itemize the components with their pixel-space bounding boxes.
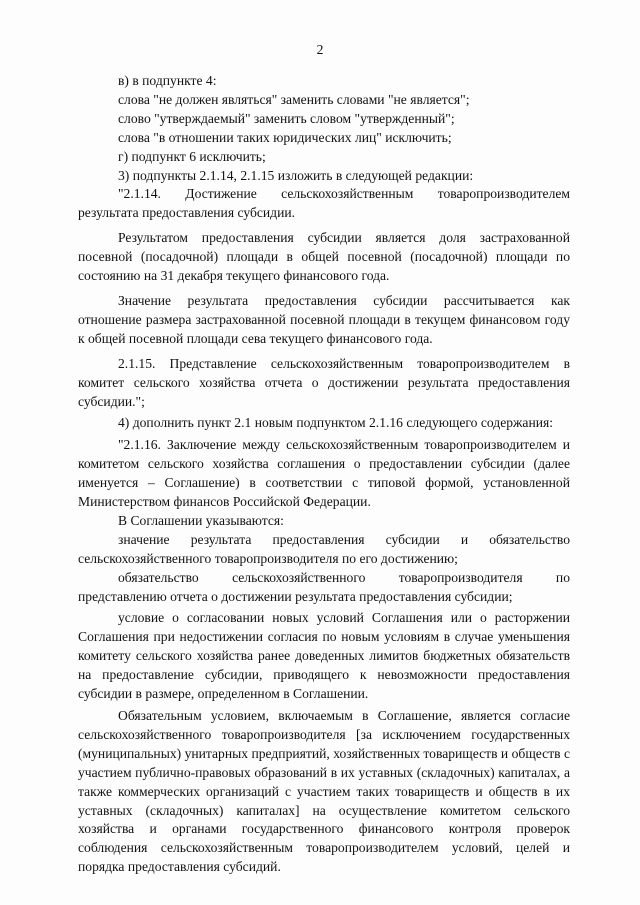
paragraph-result-definition: Результатом предоставления субсидии является доля застрахованной посевной (посадочной) площади в общей посевной (посадочной) площади по состоянию на 31 декабря текущего финансового года. xyxy=(78,230,570,284)
paragraph-2-1-15: 2.1.15. Представление сельскохозяйственным товаропроизводителем в комитет сельского хозяйства отчета о достижении результата предоставления субсидии."; xyxy=(78,355,570,409)
paragraph-2-1-16: "2.1.16. Заключение между сельскохозяйственным товаропроизводителем и комитетом сельского хозяйства соглашения о предоставлении субсидии (далее именуется – Соглашение) в соответствии с типовой формой, установленной Министерством финансов Российской Федерации. xyxy=(78,437,570,510)
paragraph-2-1-14: "2.1.14. Достижение сельскохозяйственным товаропроизводителем результата предоставления субсидии. xyxy=(78,186,570,221)
document-body xyxy=(78,72,570,877)
paragraph-replace-2: слово "утверждаемый" заменить словом "утвержденный"; xyxy=(118,110,455,126)
paragraph-agreement-result-value: значение результата предоставления субсидии и обязательство сельскохозяйственного товаропроизводителя по его достижению; xyxy=(78,531,570,566)
page-number: 2 xyxy=(316,42,324,57)
paragraph-item-4: 4) дополнить пункт 2.1 новым подпунктом 2.1.16 следующего содержания: xyxy=(118,415,554,431)
paragraph-agreement-contents: В Соглашении указываются: xyxy=(118,512,284,528)
paragraph-agreement-report-obligation: обязательство сельскохозяйственного товаропроизводителя по представлению отчета о достижении результата предоставления субсидии; xyxy=(78,569,570,604)
paragraph-subitem-v: в) в подпункте 4: xyxy=(118,73,217,88)
paragraph-agreement-new-conditions: условие о согласовании новых условий Соглашения или о расторжении Соглашения при недостижении согласия по новым условиям в случае уменьшения комитету сельского хозяйства ранее доведенных лимитов бюджетных обязательств на предоставление субсидии, приводящего к невозможности предоставления субсидии в размере, определенном в Соглашении. xyxy=(78,610,570,702)
paragraph-subitem-g: г) подпункт 6 исключить; xyxy=(118,148,266,164)
paragraph-result-calculation: Значение результата предоставления субсидии рассчитывается как отношение размера застрахованной посевной площади в текущем финансовом году к общей посевной площади сева текущего финансового года. xyxy=(78,292,570,346)
paragraph-replace-1: слова "не должен являться" заменить словами "не является"; xyxy=(118,91,470,107)
paragraph-mandatory-condition: Обязательным условием, включаемым в Соглашение, является согласие сельскохозяйственного товаропроизводителя [за исключением государственных (муниципальных) унитарных предприятий, хозяйственных товариществ и обществ с участием публично-правовых образований в их уставных (складочных) капиталах, а также коммерческих организаций с участием таких товариществ и обществ в их уставных (складочных) капиталах] на осуществление комитетом сельского хозяйства и органами государственного финансового контроля проверок соблюдения сельскохозяйственным товаропроизводителем условий, целей и порядка предоставления субсидий. xyxy=(78,708,570,875)
paragraph-item-3: 3) подпункты 2.1.14, 2.1.15 изложить в следующей редакции: xyxy=(118,167,474,183)
paragraph-exclude-words: слова "в отношении таких юридических лиц" исключить; xyxy=(118,129,452,145)
